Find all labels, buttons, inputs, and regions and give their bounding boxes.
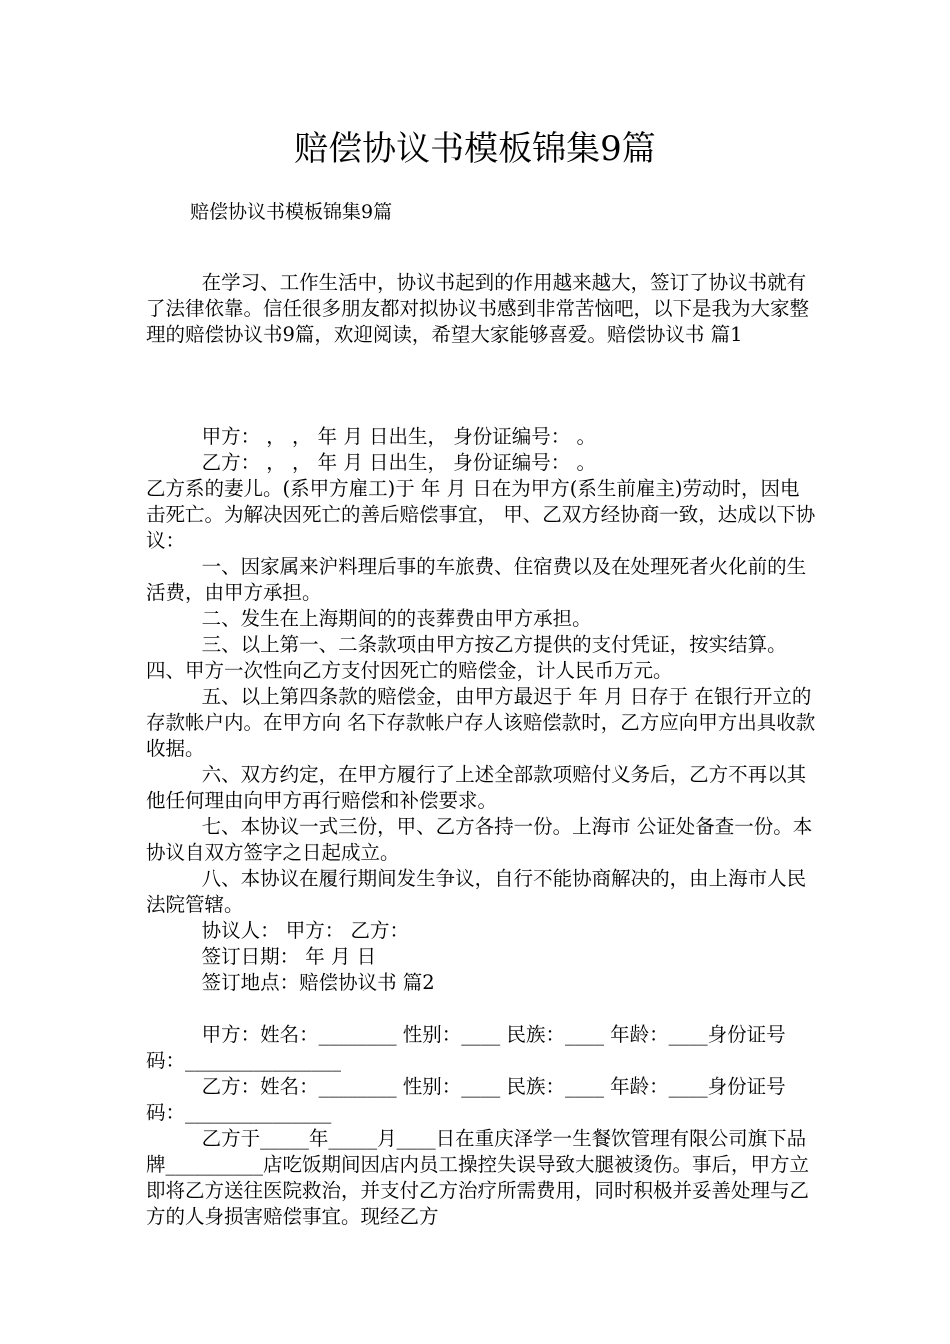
- party-b-info: 乙方：姓名：________ 性别：____ 民族：____ 年龄：____身份证号码：_______________: [146, 1075, 786, 1124]
- clause-8: 八、本协议在履行期间发生争议，自行不能协商解决的，由上海市人民法院管辖。: [146, 867, 807, 916]
- clause-5: 五、以上第四条款的赔偿金，由甲方最迟于 年 月 日存于 在银行开立的存款帐户内。在甲方向 名下存款帐户存人该赔偿款时，乙方应向甲方出具收款收据。: [146, 685, 816, 760]
- party-b-line: 乙方： ， ， 年 月 日出生， 身份证编号： 。: [201, 451, 596, 474]
- clause-2: 二、发生在上海期间的的丧葬费由甲方承担。: [201, 607, 592, 630]
- clause-1: 一、因家属来沪料理后事的车旅费、住宿费以及在处理死者火化前的生活费，由甲方承担。: [146, 555, 807, 604]
- document-title: 赔偿协议书模板锦集9篇: [294, 129, 656, 169]
- section-2: [146, 1022, 818, 1230]
- party-a-line: 甲方： ， ， 年 月 日出生， 身份证编号： 。: [201, 425, 596, 448]
- clause-6: 六、双方约定，在甲方履行了上述全部款项赔付义务后，乙方不再以其他任何理由向甲方再行赔偿和补偿要求。: [146, 763, 807, 812]
- party-a-info: 甲方：姓名：________ 性别：____ 民族：____ 年龄：____身份证号码：________________: [146, 1023, 786, 1072]
- intro-block: [146, 270, 818, 348]
- background-paragraph: 乙方系的妻儿。(系甲方雇工)于 年 月 日在为甲方(系生前雇主)劳动时，因电击死亡。为解决因死亡的善后赔偿事宜， 甲、乙双方经协商一致，达成以下协议：: [146, 477, 816, 552]
- intro-paragraph: 在学习、工作生活中，协议书起到的作用越来越大，签订了协议书就有了法律依靠。信任很多朋友都对拟协议书感到非常苦恼吧，以下是我为大家整理的赔偿协议书9篇，欢迎阅读，希望大家能够喜爱。赔偿协议书 篇1: [146, 271, 810, 346]
- signatories-line: 协议人： 甲方： 乙方：: [201, 919, 409, 942]
- clause-7: 七、本协议一式三份，甲、乙方各持一份。上海市 公证处备查一份。本协议自双方签字之日起成立。: [146, 815, 813, 864]
- signing-place-line: 签订地点：赔偿协议书 篇2: [201, 971, 435, 994]
- clause-3-4: 三、以上第一、二条款项由甲方按乙方提供的支付凭证，按实结算。 四、甲方一次性向乙方支付因死亡的赔偿金，计人民币万元。: [146, 633, 787, 682]
- signing-date-line: 签订日期： 年 月 日: [201, 945, 377, 968]
- document-subtitle: 赔偿协议书模板锦集9篇: [190, 201, 393, 223]
- incident-paragraph: 乙方于_____年_____月____日在重庆泽学一生餐饮管理有限公司旗下品牌__________店吃饭期间因店内员工操控失误导致大腿被烫伤。事后，甲方立即将乙方送往医院救治，并支付乙方治疗所需费用，同时积极并妥善处理与乙方的人身损害赔偿事宜。现经乙方: [146, 1127, 810, 1228]
- section-1: [146, 424, 818, 996]
